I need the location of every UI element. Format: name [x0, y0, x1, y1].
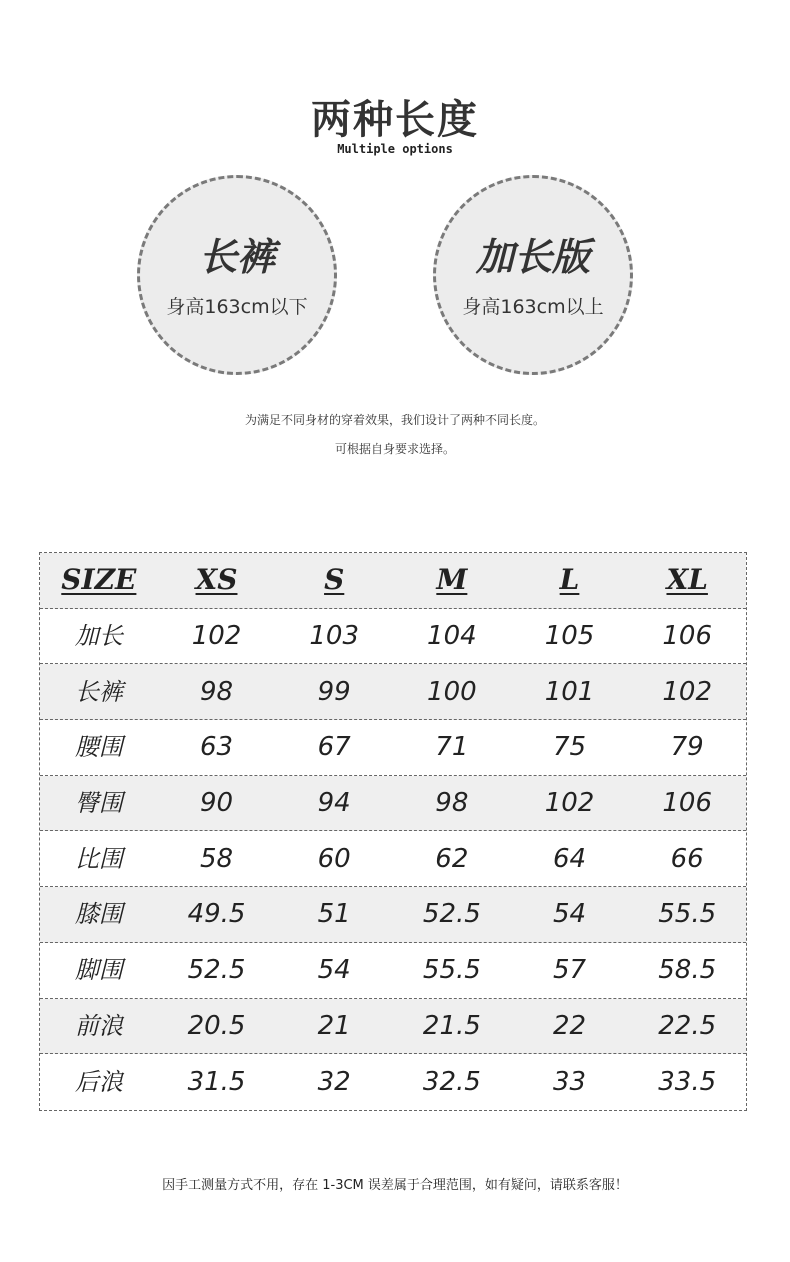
- table-cell: 33.5: [658, 1067, 717, 1098]
- table-cell: 52.5: [422, 899, 481, 930]
- row-label: 膝围: [74, 900, 123, 929]
- row-label: 后浪: [74, 1068, 123, 1097]
- table-row: [40, 664, 746, 720]
- table-row: [40, 887, 746, 943]
- table-cell: 102: [544, 788, 595, 819]
- table-cell: 32.5: [422, 1067, 481, 1098]
- option-long-name: 加长版: [475, 235, 590, 279]
- page-title: 两种长度: [311, 97, 479, 143]
- description-line-2: 可根据自身要求选择。: [334, 442, 455, 456]
- table-cell: 52.5: [187, 955, 246, 986]
- option-long-circle: [433, 175, 633, 375]
- table-cell: 20.5: [187, 1010, 246, 1041]
- table-cell: 98: [435, 788, 469, 819]
- table-cell: 31.5: [187, 1067, 246, 1098]
- header-cell: M: [436, 563, 468, 597]
- table-cell: 21.5: [422, 1010, 481, 1041]
- table-cell: 100: [427, 676, 477, 707]
- description-line-1: 为满足不同身材的穿着效果，我们设计了两种不同长度。: [244, 413, 545, 427]
- header-cell: XS: [195, 563, 238, 597]
- row-label: 前浪: [74, 1011, 123, 1040]
- table-row: [40, 720, 746, 776]
- table-cell: 75: [552, 732, 587, 763]
- table-cell: 106: [662, 788, 713, 819]
- table-cell: 101: [544, 676, 595, 707]
- table-cell: 58.5: [658, 955, 717, 986]
- option-regular-desc: 身高163cm以下: [166, 296, 308, 318]
- table-cell: 33: [552, 1067, 587, 1098]
- row-label: 腰围: [74, 733, 123, 762]
- header-cell: L: [559, 563, 580, 597]
- table-cell: 22: [552, 1010, 587, 1041]
- table-cell: 79: [670, 732, 704, 763]
- size-table-header: [40, 553, 746, 609]
- table-row: [40, 943, 746, 999]
- option-long-desc: 身高163cm以上: [462, 296, 604, 318]
- table-cell: 22.5: [658, 1010, 717, 1041]
- table-cell: 102: [191, 621, 242, 652]
- header-cell: S: [324, 563, 345, 597]
- table-cell: 94: [317, 788, 351, 819]
- table-cell: 62: [435, 843, 469, 874]
- option-regular-name: 长裤: [198, 235, 275, 279]
- row-label: 臀围: [74, 789, 123, 818]
- table-cell: 98: [199, 676, 234, 707]
- table-row: [40, 831, 746, 887]
- table-cell: 63: [199, 732, 234, 763]
- table-cell: 21: [317, 1010, 351, 1041]
- table-row: [40, 776, 746, 832]
- table-cell: 51: [317, 899, 351, 930]
- table-cell: 102: [662, 676, 713, 707]
- size-table: [39, 552, 747, 1111]
- row-label: 长裤: [74, 677, 123, 706]
- table-row: [40, 1054, 746, 1110]
- table-cell: 55.5: [658, 899, 717, 930]
- table-cell: 54: [317, 955, 351, 986]
- header-cell: XL: [666, 563, 708, 597]
- table-cell: 49.5: [187, 899, 246, 930]
- footer-note: 因手工测量方式不用，存在 1-3CM 误差属于合理范围，如有疑问，请联系客服！: [162, 1178, 628, 1193]
- table-cell: 67: [317, 732, 351, 763]
- header-cell: SIZE: [61, 563, 137, 597]
- table-cell: 105: [544, 621, 595, 652]
- table-cell: 54: [552, 899, 587, 930]
- table-cell: 104: [427, 621, 477, 652]
- table-cell: 99: [317, 676, 351, 707]
- table-cell: 64: [552, 843, 587, 874]
- table-cell: 57: [552, 955, 587, 986]
- table-cell: 71: [435, 732, 469, 763]
- table-cell: 106: [662, 621, 713, 652]
- row-label: 比围: [74, 844, 123, 873]
- table-cell: 32: [317, 1067, 351, 1098]
- table-cell: 60: [317, 843, 351, 874]
- option-regular-circle: [137, 175, 337, 375]
- table-cell: 55.5: [422, 955, 481, 986]
- table-row: [40, 999, 746, 1055]
- table-cell: 103: [309, 621, 359, 652]
- table-cell: 58: [199, 843, 234, 874]
- table-cell: 90: [199, 788, 234, 819]
- table-row: [40, 609, 746, 665]
- page-subtitle: Multiple options: [337, 142, 453, 156]
- row-label: 脚围: [74, 956, 123, 985]
- row-label: 加长: [74, 622, 123, 651]
- table-cell: 66: [670, 843, 704, 874]
